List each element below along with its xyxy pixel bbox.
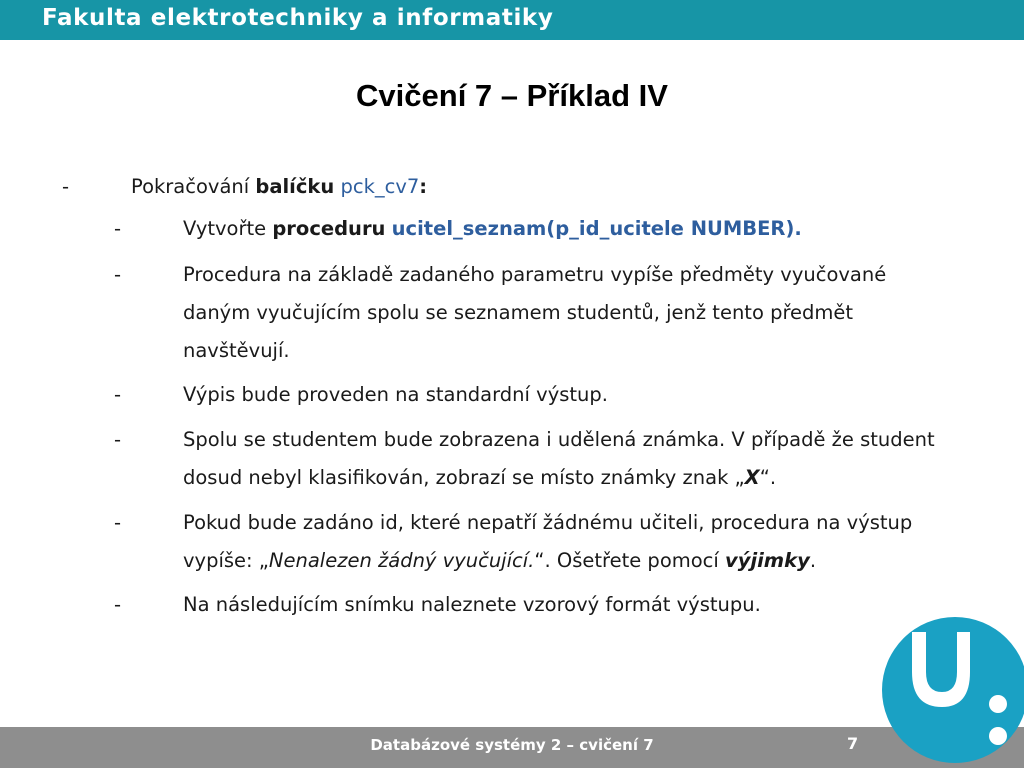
procedure-signature: ucitel_seznam(p_id_ucitele NUMBER).	[391, 217, 802, 240]
message-italic: Nenalezen žádný vyučující.	[268, 549, 535, 572]
package-name: pck_cv7	[340, 175, 420, 198]
text-run: Pokračování	[131, 175, 256, 198]
list-item-text: Výpis bude proveden na standardní výstup.	[183, 383, 608, 406]
faculty-name: Fakulta elektrotechniky a informatiky	[42, 5, 554, 31]
text-run: .	[809, 549, 817, 572]
bullet-dash: -	[114, 428, 122, 451]
list-item-text	[183, 256, 886, 370]
bullet-dash: -	[114, 511, 122, 534]
page-title: Cvičení 7 – Příklad IV	[356, 78, 668, 113]
exception-keyword: výjimky	[725, 549, 810, 572]
bullet-dash: -	[114, 263, 122, 286]
list-item-text	[131, 168, 427, 206]
text-line: daným vyučujícím spolu se seznamem studentů, jenž tento předmět	[183, 301, 854, 324]
bullet-dash: -	[114, 383, 122, 406]
university-logo-icon	[880, 612, 1024, 768]
text-run: Vytvořte	[183, 217, 273, 240]
text-line	[183, 542, 912, 580]
text-line: Procedura na základě zadaného parametru vypíše předměty vyučované	[183, 263, 887, 286]
list-item-text	[183, 504, 912, 580]
text-run-bold: :	[419, 175, 428, 198]
bullet-dash: -	[114, 593, 122, 616]
page-number: 7	[847, 734, 859, 753]
text-line: Spolu se studentem bude zobrazena i udělená známka. V případě že student	[183, 428, 935, 451]
grade-symbol: X	[744, 466, 760, 489]
text-run-bold: balíčku	[255, 175, 335, 198]
text-run: “. Ošetřete pomocí	[534, 549, 726, 572]
text-run: dosud nebyl klasifikován, zobrazí se místo známky znak „	[183, 466, 745, 489]
text-run-bold: proceduru	[272, 217, 386, 240]
footer-title: Databázové systémy 2 – cvičení 7	[370, 736, 654, 754]
text-line	[183, 459, 935, 497]
list-item-text: Na následujícím snímku naleznete vzorový formát výstupu.	[183, 593, 761, 616]
text-line: Pokud bude zadáno id, které nepatří žádnému učiteli, procedura na výstup	[183, 511, 913, 534]
text-run: “.	[759, 466, 777, 489]
text-run: vypíše: „	[183, 549, 269, 572]
bullet-dash: -	[114, 217, 122, 240]
bullet-dash: -	[62, 175, 70, 198]
list-item-text	[183, 421, 935, 497]
list-item-text	[183, 210, 802, 248]
text-line: navštěvují.	[183, 339, 290, 362]
